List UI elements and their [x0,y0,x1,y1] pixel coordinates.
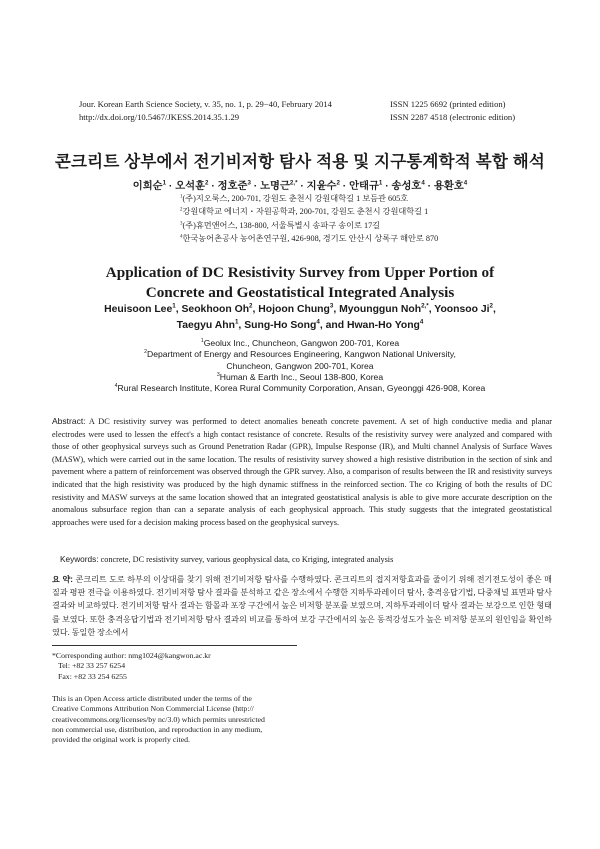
journal-line: Jour. Korean Earth Science Society, v. 35, no. 1, p. 29−40, February 2014 [79,99,332,109]
author: 용환호$^4$ [433,179,468,192]
abstract-label: Abstract: [52,416,86,426]
issn-electronic: ISSN 2287 4518 (electronic edition) [390,112,516,122]
korean-affiliations [180,192,520,245]
author: Myounggun Noh$^{2,*}$, [339,302,432,315]
author: and Hwan-Ho Yong$^4$ [325,318,424,331]
fax: Fax: +82 33 254 6255 [58,671,127,681]
author: Sung-Ho Song$^4$, [244,318,323,331]
author: 노명근$^{2,*}$ [260,179,298,192]
english-affiliations [0,338,600,394]
author: Hojoon Chung$^3$, [258,302,337,315]
author: 정호준$^3$ [217,179,251,192]
affiliation: $^2$Department of Energy and Resources Engineering, Kangwon National University, [144,349,456,360]
korean-abstract-text: 콘크리트 도로 하부의 이상대를 찾기 위해 전기비저항 탐사를 수행하였다. 콘크리트의 접지저항효과를 줄이기 위해 전기전도성이 좋은 매질과 평판 전극을 이용하였다. 전기비저항 탐사 결과를 분석하고 같은 장소에서 수행한 지하투과레이더 탐사, 충격응답기법, 다중채널 표면파 탐사 결과와 비교하였다. 전기비저항 탐사 결과는 함몰과 포장 구간에서 높은 비저항 분포를 보였으며, 지하투과레이더 탐사 결과는 보강으로 인한 형태를 보였다. 또한 충격응답기법과 전기비저항 탐사 결과의 비교를 통하여 보강 구간에서의 높은 동적강성도가 높은 비저항 분포의 원인임을 확인하였다. 동일한 장소에서 [52,575,552,637]
affiliation: $^3$Human & Earth Inc., Seoul 138-800, Korea [216,371,384,382]
author: Heuisoon Lee$^1$, [104,302,179,315]
affiliation: $^4$Rural Research Institute, Korea Rural Community Corporation, Ansan, Gyeonggi 426-908, Korea [114,383,486,394]
affiliation: $^4$한국농어촌공사 농어촌연구원, 426-908, 경기도 안산시 상록구 해안로 870 [180,233,439,243]
keywords-text: concrete, DC resistivity survey, various geophysical data, co Kriging, integrated analysis [100,555,394,564]
author: 지윤수$^2$ [306,179,340,192]
korean-abstract-label: 요 약: [52,575,74,584]
footnote-divider [52,645,297,646]
korean-title: 콘크리트 상부에서 전기비저항 탐사 적용 및 지구통계학적 복합 해석 [54,153,546,171]
author: 송성호$^4$ [391,179,425,192]
corresponding-author [52,651,302,682]
journal-citation [79,98,332,124]
korean-abstract [52,573,552,639]
affiliation: $^1$(주)지오룩스, 200-701, 강원도 춘천시 강원대학길 1 보듬관 605호 [180,194,409,203]
english-title: Application of DC Resistivity Survey from Upper Portion of Concrete and Geostatistical Integrated Analysis [105,264,495,301]
affiliation: $^1$Geolux Inc., Chuncheon, Gangwon 200-701, Korea [200,338,400,348]
issn-block [390,98,515,124]
telephone: Tel: +82 33 257 6254 [58,661,126,671]
korean-authors: 이희순$^1$ · 오석훈$^2$ · 정호준$^3$ · 노명근$^{2,*}$ · 지윤수$^2$ · 안태규$^1$ · 송성호$^4$ · 용환호$^4$ [132,179,468,192]
abstract [52,415,552,529]
corresponding-email[interactable]: *Corresponding author: nmg1024@kangwon.ac.kr [52,651,211,660]
open-access-notice: This is an Open Access article distributed under the terms of the Creative Commons Attribution Non Commercial License (http:// creativecommons.org/licenses/by nc/3.0) which permits unrestricted non commercial use, distribution, and reproduction in any medium, provided the original work is properly cited. [52,694,265,745]
author: Seokhoon Oh$^2$, [181,302,256,315]
author: 오석훈$^2$ [175,179,209,192]
author: 이희순$^1$ [132,179,167,192]
abstract-text: A DC resistivity survey was performed to detect anomalies beneath concrete pavement. A set of high conductive media and planar electrodes were used to lessen the effect's a high contact resistance of concrete. Results of the resistivity survey were analyzed and compared with those of other geophysical surveys such as Ground Penetration Radar (GPR), Impulse Response (IR), and Multi channel Analysis of Surface Waves (MASW), which were carried out in the same location. The results of resistivity survey showed a high resistive distribution in the section of sink and pavement where a pattern of reinforcement was observed through the GPR survey. Also, a comparison of results between the IR and resistivity surveys indicated that the high resistivity was produced by the high dynamic stiffness in the reinforced section. The co Kriging of both the results of DC resistivity and MASW surveys at the same location showed that an integrated geostatistical analysis is able to give more accurate description on the anomalous subsurface region than can a separate analysis of each geophysical approach. This study suggests that the integrated geostatistical approaches were used for a decision making process based on the geophysical surveys. [52,417,552,527]
issn-print: ISSN 1225 6692 (printed edition) [390,99,506,109]
author: 안태규$^1$ [349,179,383,192]
english-authors [0,302,600,334]
doi-link[interactable]: http://dx.doi.org/10.5467/JKESS.2014.35.1.29 [79,112,240,122]
affiliation: $^3$(주)휴먼앤어스, 138-800, 서울특별시 송파구 송이로 17길 [180,220,381,230]
affiliation: $^2$강원대학교 에너지・자원공학과, 200-701, 강원도 춘천시 강원대학길 1 [180,207,429,217]
affiliation-continued: Chuncheon, Gangwon 200-701, Korea [226,360,374,371]
author: Taegyu Ahn$^1$, [176,318,242,331]
keywords-label: Keywords: [60,555,99,564]
keywords [60,555,550,564]
author: Yoonsoo Ji$^2$, [434,302,496,315]
